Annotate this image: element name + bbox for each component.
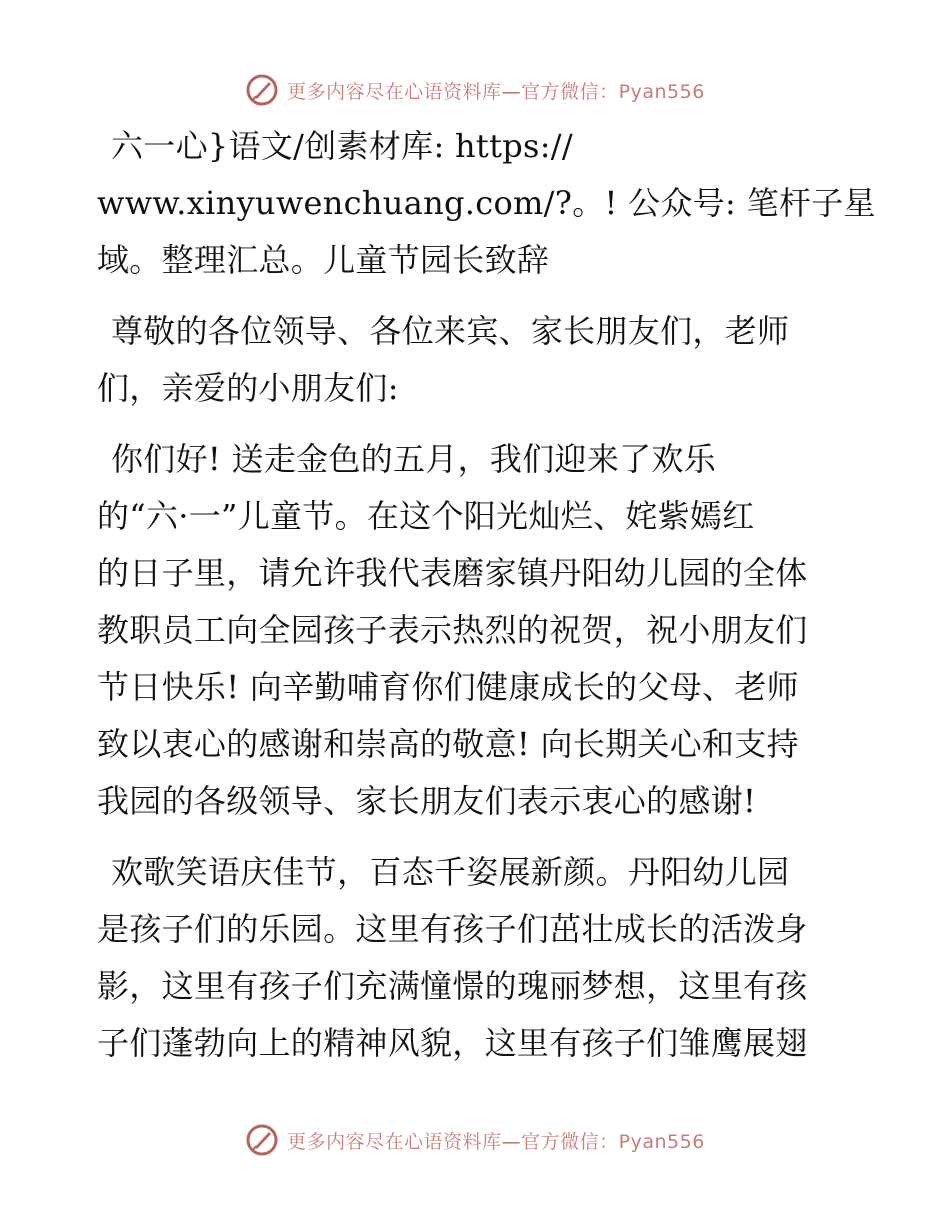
text-line: 是孩子们的乐园。这里有孩子们茁壮成长的活泼身 [97, 910, 808, 948]
text-line: 的日子里，请允许我代表磨家镇丹阳幼儿园的全体 [97, 554, 808, 592]
text-line: 致以衷心的感谢和崇高的敬意! 向长期关心和支持 [97, 725, 799, 763]
watermark-text: 更多内容尽在心语资料库—官方微信：Pyan556 [287, 1130, 705, 1153]
text-line: www.xinyuwenchuang.com/?。! 公众号: 笔杆子星 [97, 184, 876, 222]
text-line: 节日快乐! 向辛勤哺育你们健康成长的父母、老师 [97, 668, 799, 706]
quill-logo-icon [245, 73, 279, 107]
text-line: 们，亲爱的小朋友们: [97, 369, 399, 407]
text-line: 我园的各级领导、家长朋友们表示衷心的感谢! [97, 782, 757, 820]
paragraph-header [97, 118, 876, 289]
document-body [97, 118, 876, 1086]
text-line: 教职员工向全园孩子表示热烈的祝贺，祝小朋友们 [97, 611, 808, 649]
text-line: 尊敬的各位领导、各位来宾、家长朋友们，老师 [111, 312, 790, 350]
text-line: 的“六·一”儿童节。在这个阳光灿烂、姹紫嫣红 [97, 497, 755, 535]
text-line: 欢歌笑语庆佳节，百态千姿展新颜。丹阳幼儿园 [111, 853, 790, 891]
watermark-banner-bottom [0, 1120, 950, 1160]
paragraph-celebration [97, 844, 857, 1072]
watermark-banner-top [0, 70, 950, 110]
paragraph-greeting [97, 431, 857, 830]
text-line: 影，这里有孩子们充满憧憬的瑰丽梦想，这里有孩 [97, 967, 808, 1005]
paragraph-salutation [97, 303, 857, 417]
text-line: 六一心}语文/创素材库: https:// [111, 127, 573, 165]
text-line: 子们蓬勃向上的精神风貌，这里有孩子们雏鹰展翅 [97, 1024, 808, 1062]
watermark-text: 更多内容尽在心语资料库—官方微信：Pyan556 [287, 80, 705, 103]
text-line: 域。整理汇总。儿童节园长致辞 [97, 241, 550, 279]
text-line: 你们好! 送走金色的五月，我们迎来了欢乐 [111, 440, 717, 478]
quill-logo-icon [245, 1123, 279, 1157]
